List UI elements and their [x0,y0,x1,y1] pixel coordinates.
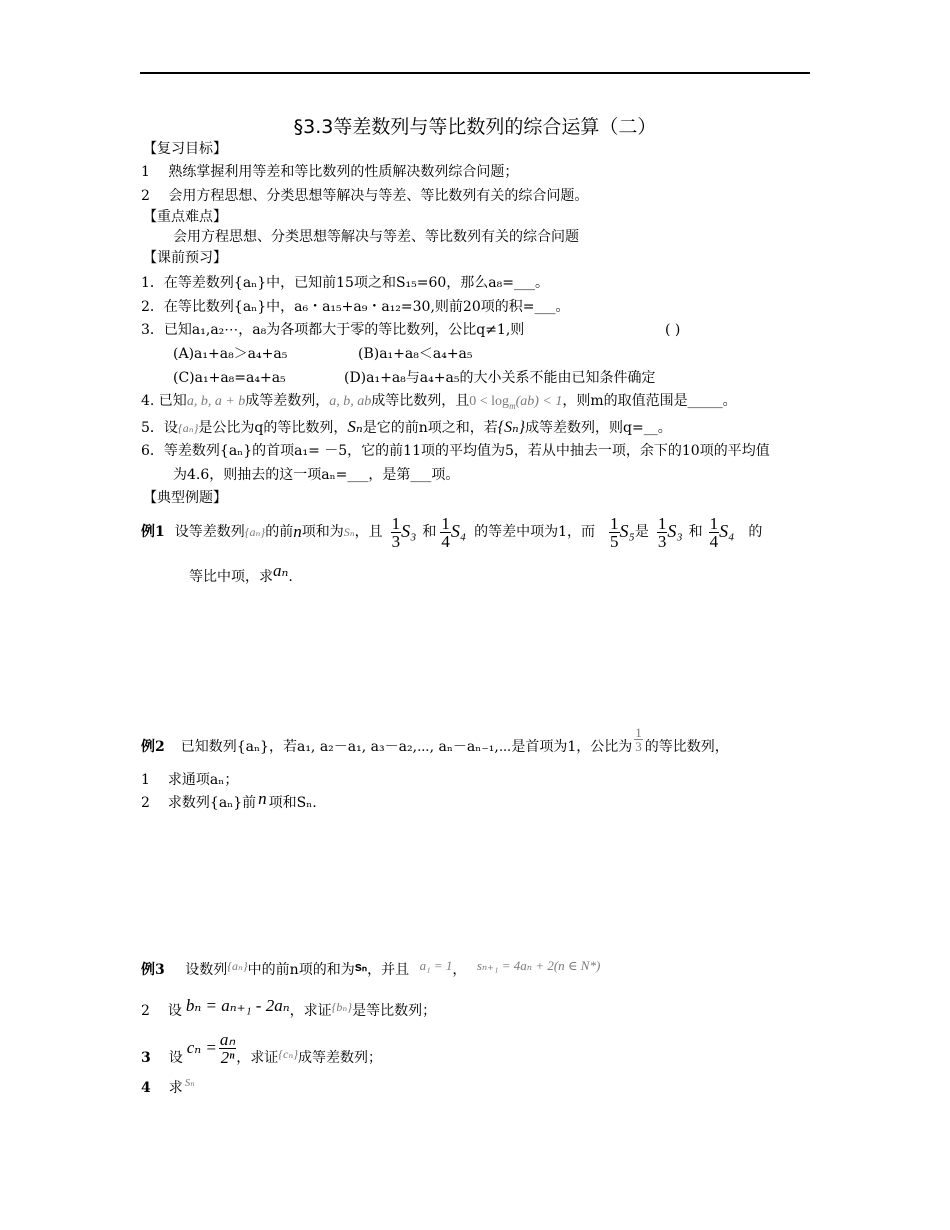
denominator: 5 [610,531,619,551]
ex3-math-bn: bₙ = aₙ₊₁ - 2aₙ [185,996,290,1015]
item-number: 2 [141,188,150,204]
preview-q1: 1．在等差数列{aₙ}中，已知前15项之和S₁₅=60，那么a₈=___。 [141,275,549,291]
ex1-math-an: {aₙ} [244,524,266,539]
denominator: 3 [635,738,642,754]
q4-text: 成等比数列，且 [371,393,470,409]
numerator: 1 [391,513,401,533]
numerator: 1 [610,513,619,533]
example-2-item-2 [141,789,317,812]
q4-math-2: a, b, ab [329,394,372,409]
q4-math-1: a, b, a + b [186,394,246,409]
item-text: 成等差数列； [298,1049,382,1066]
item-text: 求通项aₙ； [167,772,239,788]
item-text: 设 [168,1049,183,1066]
ex3-math-cn: cₙ = [186,1037,217,1057]
review-item-2 [141,188,588,205]
review-heading: 【复习目标】 [143,141,227,157]
ex3-math-recurrence: sₙ₊₁ = 4aₙ + 2(n ∈ N*) [476,958,601,973]
q5-text: 是它的前n项之和，若 [362,420,498,436]
item-text: 是等比数列； [352,1003,437,1019]
ex3-math-bn-seq: {bₙ} [331,1000,353,1014]
item-number: 3 [141,1049,151,1066]
ex1-math-an: aₙ [273,561,289,580]
example-3-item-4 [141,1077,195,1097]
q4-log-arg: (ab) < 1 [515,394,563,409]
example-label: 例1 [141,523,165,540]
q4-math-3 [469,394,562,409]
option-d: (D)a₁+a₈与a₄+a₅的大小关系不能由已知条件确定 [344,370,656,386]
top-rule [140,72,810,74]
denominator: 2ⁿ [220,1047,235,1067]
example-2-line1 [141,722,729,772]
numerator: 1 [635,724,642,740]
preview-q2: 2．在等比数列{aₙ}中，a₆・a₁₅+a₉・a₁₂=30,则前20项的积=___。 [141,299,570,315]
option-a: (A)a₁+a₈＞a₄+a₅ [173,346,288,362]
item-text: 项和Sₙ. [268,795,317,811]
ex3-text: 设数列 [185,962,228,978]
ex2-text: 的等比数列， [644,738,729,755]
fraction [657,515,668,550]
ex3-math-a1: a₁ = 1 [419,958,453,973]
item-number: 1 [141,772,150,788]
example-1-line2 [189,561,293,586]
fraction [219,1031,236,1066]
ex2-text: 已知数列{aₙ}，若a₁, a₂－a₁, a₃－a₂,⋯, aₙ－aₙ₋₁,⋯是首项为1，公比为 [180,738,633,755]
fraction [391,515,402,550]
item-number: 2 [141,795,150,811]
review-item-1 [141,164,518,181]
ex1-math-s4: S₄ [719,521,735,542]
ex3-text: 中的前n项的和为 [247,962,355,978]
ex3-math-an: {aₙ} [227,959,248,973]
denominator: 3 [657,531,667,551]
key-heading: 【重点难点】 [143,209,227,225]
option-b: (B)a₁+a₈＜a₄+a₅ [358,346,473,362]
ex3-text: ，并且 [367,962,410,978]
ex1-text: 项和为 [301,523,344,540]
example-2-item-1 [141,772,238,789]
numerator: 1 [657,513,667,533]
denominator: 3 [391,531,401,551]
preview-q6-line1: 6．等差数列{aₙ}的首项a₁= －5，它的前11项的平均值为5，若从中抽去一项，余下的10项的平均值 [141,443,770,459]
ex1-text: 的前 [265,523,294,540]
q4-text: 成等差数列， [245,393,330,409]
answer-paren: ( ) [665,322,681,338]
ex1-math-s5: S₅ [619,521,635,542]
ex1-text: ，且 [354,523,383,540]
denominator: 4 [441,531,450,551]
preview-q6-line2: 为4.6，则抽去的这一项aₙ=___，是第___项。 [173,467,460,483]
item-number: 2 [141,1003,150,1019]
ex1-math-n: n [293,521,302,541]
preview-q3: 3．已知a₁,a₂⋯，a₈为各项都大于零的等比数列，公比q≠1,则 [141,322,525,338]
page-title: §3.3等差数列与等比数列的综合运算（二） [293,116,657,138]
q5-math-3: {Sₙ} [497,419,526,436]
item-text: 求 [168,1080,183,1096]
item-text: 熟练掌握利用等差和等比数列的性质解决数列综合问题； [168,164,519,180]
q5-text: 是公比为q的等比数列， [198,420,348,436]
fraction [634,726,643,753]
item-text: 会用方程思想、分类思想等解决与等差、等比数列有关的综合问题。 [168,188,589,204]
numerator: 1 [441,513,450,533]
preview-q4 [141,393,737,411]
fraction [609,515,620,550]
item-number: 4 [141,1080,151,1096]
ex2-math-n: n [258,789,267,808]
example-3-item-3 [141,1026,382,1070]
key-text: 会用方程思想、分类思想等解决与等差、等比数列有关的综合问题 [173,229,579,245]
preview-q5 [141,417,672,437]
item-text: 设 [167,1003,182,1019]
ex1-math-s4: S₄ [450,521,467,542]
item-text: ，求证 [236,1049,279,1066]
ex1-text: 和 [422,523,437,540]
ex1-math-sn: Sₙ [343,524,355,539]
example-1-line1 [141,508,762,556]
example-3-item-2 [141,996,437,1020]
q4-log: 0 < log [469,394,510,409]
item-number: 1 [141,164,150,180]
example-label: 例3 [141,962,165,978]
q4-log-base: m [509,400,516,411]
examples-heading: 【典型例题】 [143,490,227,506]
ex1-text: 的 [748,523,763,540]
example-label: 例2 [141,738,165,755]
item-text: ，求证 [289,1003,332,1019]
ex3-text: ， [452,962,467,978]
ex1-text: . [288,569,293,585]
q5-text: 成等差数列，则q=__。 [525,420,672,436]
ex1-text: 是 [634,523,649,540]
ex3-math-sn: Sₙ [184,1077,195,1089]
ex3-math-cn-seq: {cₙ} [278,1046,298,1061]
example-3-line1 [141,958,601,979]
numerator: aₙ [219,1029,236,1049]
ex1-math-s3: S₃ [667,521,683,542]
ex1-text: 等比中项，求 [189,569,273,585]
q4-text: 4. 已知 [141,393,187,409]
q5-text: 5．设 [141,420,178,436]
option-c: (C)a₁+a₈=a₄+a₅ [173,370,286,386]
preview-heading: 【课前预习】 [143,250,227,266]
ex1-text: 设等差数列 [174,523,245,540]
ex1-math-s3: S₃ [401,521,417,542]
q5-math-1: {aₙ} [177,421,199,435]
ex1-text: 的等差中项为1，而 [474,523,596,540]
fraction [440,515,451,550]
numerator: 1 [709,513,719,533]
q4-text: ，则m的取值范围是_____。 [562,393,737,409]
fraction [709,515,720,550]
denominator: 4 [709,531,719,551]
ex1-text: 和 [688,523,703,540]
q5-math-2: Sₙ [347,417,363,436]
item-text: 求数列{aₙ}前 [167,795,257,811]
ex3-math-sn: sₙ [354,959,368,974]
